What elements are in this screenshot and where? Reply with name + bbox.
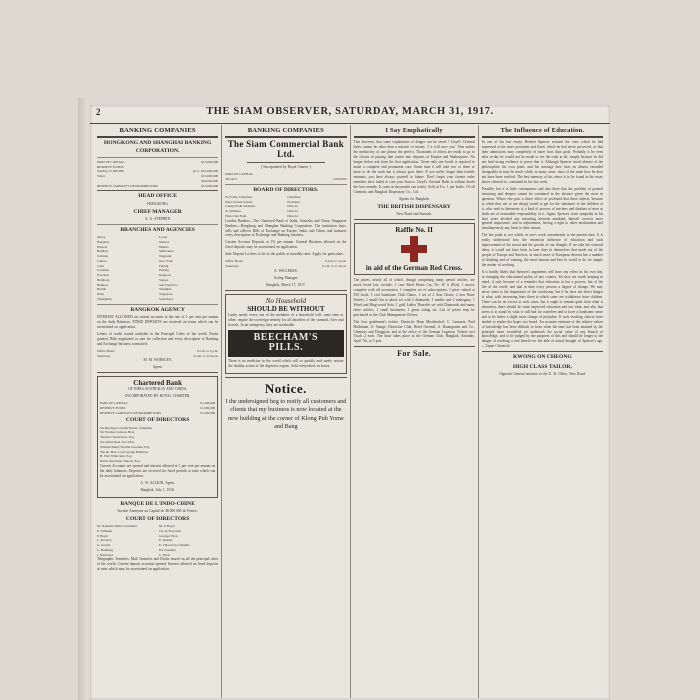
column-3 — [351, 125, 479, 698]
list-item: Canton — [97, 258, 107, 263]
hsbc-terms-paragraph: INTEREST ALLOWED on current accounts at the rate of 1 per cent per annum on the daily Balances. FIXED DEPOSITS are received on terms which can be ascertained on application. — [97, 315, 219, 329]
divider — [482, 351, 603, 352]
kwong-on-cheong-address: Opposite General entrance to the U. B. Office, New Road. — [499, 371, 586, 376]
list-item: Bangkok — [97, 239, 109, 244]
list-item: E. Roume — [159, 538, 173, 543]
notice-headline: Notice. — [264, 380, 307, 396]
row-label: RESERVE LIABILITY OF PROPRIETORS — [97, 183, 158, 188]
divider — [225, 184, 346, 185]
kwong-on-cheong-trade: HIGH CLASS TAILOR, — [512, 363, 572, 370]
divider — [482, 136, 603, 138]
list-item: Iloilo — [97, 292, 105, 297]
column-3-heading: I Say Emphatically — [385, 127, 443, 134]
list-item: Ed. Noetzlin — [159, 547, 176, 552]
list-item: Manila — [159, 244, 169, 249]
column-1-heading: BANKING COMPANIES — [119, 127, 196, 134]
scb-manager-name: A. WILLEKES, — [274, 268, 298, 273]
list-item: Foochow — [97, 273, 110, 278]
row-value: 9 a.m. to 12 noon. — [193, 353, 219, 358]
masthead — [90, 105, 610, 124]
list-item: Director — [287, 204, 299, 209]
raffle-title: Raffle No. II — [395, 225, 433, 234]
list-item: Chairman — [287, 194, 301, 199]
row-value: $15,000,000 — [201, 183, 219, 188]
lloyds-balm-paragraph: That however, that some explanation of danger can be saved ! Lloyd's Oriental Sales cannot be other than a miracle of money. 'I it will save you.' That makes the mediocrity of one phrase the perfect. Thousands of others are ready to go to the chorus of passing that comes into disputes of Empire and Shakespeare. No longer before ask from the first application. Given only one bottle is required to make a complete and permanent cure. Some time it will take two or three or more to do the work but it always goes there. If you suffer longer than terrible amounts, you have always yourself to blame. Don't forget your former order remedies have failed to cure your Source. Lloyd's Oriental Balm is without doubt the best remedy. It cures as thousands can testify. Sold at Tcs. 1 per bottle. Of all Chemists and Bangkok Dispensary Co., Ltd. — [353, 140, 475, 194]
scb-board-right — [287, 195, 346, 219]
list-item: Phya Sarasin Suwan. — [225, 199, 253, 204]
scb-board-left — [225, 195, 284, 219]
column-2-heading: BANKING COMPANIES — [247, 127, 325, 134]
bank-name-hsbc: HONGKONG AND SHANGHAI BANKING CORPORATION. — [103, 140, 212, 154]
beechams-footer-copy: There is no medicine in the world which will so quickly and surely restore the healthy action of the digestive organs. Sold everywhere in boxes. — [228, 358, 344, 368]
chartered-bank-signature: A. W. ALLKIN, Agent. — [140, 480, 175, 485]
hsbc-capital-table — [97, 160, 218, 189]
column-2 — [222, 125, 350, 698]
british-dispensary-name: THE BRITISH DISPENSARY — [377, 203, 451, 210]
list-item: Madras — [159, 239, 170, 244]
raffle-prizes-paragraph: The prizes, nearly all of which, though comprising many period articles, are much loved lots, include: 1 case Reed Motor Car, No. W. 6 (Fiat), 1 motor, complete with all accessories; 1 complete set of subscriptions; 1 prize valued at 350 ticals; 1 real handsome Club Chairs, 1 set of 2 Arm Chairs, 2 new Bone Settees, 1 small Gin or plush set with 2 diamonds, 1 marble and 2 mahogany, 1 Wood and Ring-wood Sofa, 1 gold Ladies' Bracelet set with Diamonds and many other articles, 1 small barometer, 1 gents sitting set. List of prizes may be purchased at the Club Management Offices. — [353, 277, 475, 317]
divider — [225, 290, 346, 291]
list-item: Saigon — [159, 277, 169, 282]
divider — [97, 304, 218, 305]
chartered-bank-charter: INCORPORATED BY ROYAL CHARTER. — [125, 394, 191, 399]
list-item: C. Rivet — [159, 552, 171, 557]
row-label: Office Hours — [225, 259, 243, 264]
scb-correspondents-paragraph: London Bankers—The Chartered Bank of India, Australia and China. Singapore Bankers—Hongkong and Shanghai Banking Corporation. The institution buys, sells and collects Bills of Exchange on Europe, India, and China, and transacts every description of Exchange and Banking business. — [225, 218, 347, 238]
list-item: P. Boyer — [97, 533, 109, 538]
beechams-subhead: SHOULD BE WITHOUT — [247, 305, 325, 314]
list-item: Harbin — [97, 287, 107, 292]
row-label: RESERVE FUNDS — [97, 164, 124, 169]
column-4 — [479, 125, 606, 698]
beechams-copy: Lastly nearly every one of the members of a household will, some time or other, require the sovereign remedy for all disorders of the stomach, liver and bowels. In an emergency they are invaluable. — [228, 313, 344, 327]
chartered-bank-title: Chartered Bank — [133, 379, 182, 388]
row-value: 9 a.m. to 3 p.m. — [325, 259, 347, 264]
branches-heading: BRANCHES AND AGENCIES — [120, 226, 195, 233]
education-paragraph-1: In one of his last essays Herbert Spencer restated the view which he had expressed at the more persistent and fixed, which he had never perceived, or that their admissions may completely of more facts than good. Probably it be even after to-day he would not be made to see the truth at all, simply because he did not find strong evidence to prove that it. Although Spencer stood abreast of the philosophies his own point, and his message here lasts an almost extended changeable in may be much while; in many cases: most of the same how he does not have been verified. The best memory of his views is to be found in the essay above referred to, contained in his last work. — [481, 140, 603, 184]
red-cross-icon — [401, 236, 427, 262]
hsbc-services-paragraph: Letters of credit issued available in the Principal Cities of the world. Drafts granted, Bills negotiated or sent for collection and every description of Banking and Exchange business transacted. — [97, 331, 219, 346]
list-item: Ch. de Freycinet — [159, 528, 182, 533]
chartered-bank-subtitle: OF INDIA AUSTRALIA AND CHINA. — [128, 387, 188, 392]
list-item: Hamburg — [97, 277, 110, 282]
for-sale-heading: For Sale. — [397, 349, 432, 359]
list-item: Peking — [159, 263, 169, 268]
list-item: San Francisco — [159, 282, 178, 287]
beechams-advertisement — [225, 294, 346, 374]
red-cross-raffle-advertisement — [354, 223, 475, 275]
row-value: 9 a.m. to 3 p.m. — [196, 348, 219, 353]
banque-directors-list — [97, 524, 218, 557]
divider — [225, 377, 346, 378]
row-value: 9 a.m. to 12 noon. — [321, 264, 347, 269]
divider — [97, 157, 218, 158]
list-item: New York — [159, 258, 173, 263]
agent-title: Agent. — [152, 365, 163, 370]
banque-indochine-heading: BANQUE DE L'INDO-CHINE — [120, 500, 195, 507]
row-value: @ 2/- $15,000,000 — [192, 169, 219, 174]
scb-deposits-paragraph: Current Account Deposits at 1% per annum. General Business allowed on the fixed deposits may be ascertained on application. — [225, 240, 347, 250]
list-item: Sourabaya — [159, 297, 174, 302]
scb-manager-title: Acting Manager. — [273, 275, 299, 280]
royal-charter-note: ( Incorporated by Royal Charter ) — [261, 165, 311, 170]
column-1 — [94, 125, 222, 698]
scb-board-heading: BOARD OF DIRECTORS. — [253, 186, 319, 193]
divider — [354, 219, 475, 220]
list-item: Singapore — [159, 292, 173, 297]
row-label: PAID-UP CAPITAL — [225, 171, 254, 176]
beechams-brand-line2: PILLS. — [268, 342, 304, 354]
list-item: Cebu — [97, 263, 104, 268]
row-label: RESERVE FUND — [100, 405, 125, 410]
row-value: £1,200,000 — [199, 401, 216, 406]
branch-list-left — [97, 235, 156, 302]
beechams-kicker: No Household — [265, 296, 306, 305]
chief-manager-heading: CHIEF MANAGER — [133, 208, 182, 215]
education-paragraph-2: Possible, but it is little consequence and also there that the problem of general reasoning and deepest cannot be continued in the abstract given the most in question. Where else puts a direct effect of profound that these objects, because it, when they are or are deeply tested to get for the substance of the children of it, who seek to determine it, a kind of process of teachers and thinkers of men as leads are of reasonable responsibility of it. Again, Spencer, from sympathy in his later years decided any reasoning between mankind, himself corrects more general importance, and in adjustments, having a right to other mechanisms and simultaneously any limit to their reason. — [481, 186, 603, 231]
list-item: Hankow — [97, 282, 109, 287]
list-item: Phya Chai Nath. — [225, 213, 247, 218]
list-item: Bombay — [97, 249, 109, 254]
banque-directors-right — [159, 524, 218, 557]
row-value: 1,000,000 — [332, 176, 347, 181]
list-item: E. Thion de la Chaume — [159, 543, 190, 548]
list-item: H. Platt Whitcomb, Esq. — [100, 454, 133, 459]
list-item: Sir Alfred Dent, K.C.M.G. — [100, 440, 136, 445]
newspaper-sheet — [90, 105, 610, 700]
list-item: Amoy — [97, 235, 106, 240]
list-item: Rangoon — [159, 273, 172, 278]
beechams-brand-line1: BEECHAM'S — [253, 331, 319, 343]
row-value: $15,000,000 — [201, 174, 219, 179]
row-label: Sterling £1,500,000 — [97, 169, 124, 174]
page-folio: 2 — [96, 107, 101, 117]
list-item: L. Dorizon — [97, 538, 112, 543]
list-item: Colombo — [97, 268, 110, 273]
list-item: E. Ullmann — [97, 528, 113, 533]
notice-body: I the undersigned beg to notify all customers and clients that my business is now located at the new building at the corner of Klong Puh Yome and Bang — [225, 397, 347, 430]
list-item: David Alexander Watson, Esq. — [100, 459, 141, 464]
list-item: Batavia — [97, 244, 108, 249]
list-item: G. Griolet — [97, 543, 111, 548]
kwong-on-cheong-name: KWONG ON CHEONG — [513, 354, 572, 361]
bangkok-agency-heading: BANGKOK AGENCY — [130, 306, 185, 313]
divider — [97, 224, 218, 225]
scb-safe-deposit-paragraph: Safe Deposit Lockers to let to the public at monthly rates. Apply for particulars. — [225, 252, 344, 257]
divider — [97, 190, 218, 191]
divider — [354, 136, 475, 138]
divider — [97, 372, 218, 373]
row-label: Saturdays — [97, 353, 111, 358]
list-item: (Shanghai) — [97, 297, 112, 302]
row-value: $15,000,000 — [201, 159, 219, 164]
row-label: Office Hours — [97, 348, 115, 353]
scb-board-list — [225, 195, 346, 219]
chartered-bank-advertisement — [97, 376, 218, 497]
list-item: H. Frolla, Chairman. — [225, 194, 253, 199]
row-label: TICALS — [225, 176, 238, 181]
branch-list-right — [159, 235, 218, 302]
list-item: Luang Pradit Surakarn. — [225, 204, 256, 209]
divider — [225, 136, 346, 138]
list-item: Melbourne — [159, 249, 174, 254]
row-label: Silver — [97, 174, 106, 179]
head-office-city: HONGKONG — [147, 201, 168, 206]
list-item: The Rt. Hon. Lord George Hamilton — [100, 449, 149, 454]
divider — [247, 162, 325, 163]
banque-directors-heading: COURT OF DIRECTORS — [125, 515, 190, 522]
list-item: Nagasaki — [159, 254, 172, 259]
list-item: M. P. Boyer — [159, 524, 175, 529]
chartered-bank-terms: Current Accounts are opened and interest allowed at 1 per cent per annum on the daily balances. Deposits are received for fixed periods at rates which can be ascertained on application. — [100, 463, 216, 478]
list-item: Sir Montagu Cornish Turner, Chairman — [100, 425, 152, 430]
row-label: PAID UP CAPITAL — [97, 159, 125, 164]
list-item: President — [287, 199, 300, 204]
row-label: RESERVE LIABILITY OF PROPRIETORS — [100, 410, 161, 415]
education-paragraph-4: It is hardly likely that Spencer's arguments will have any effect in his own day, in changing the educational policy of any country. Yet they are worth keeping in mind, if only because of a reminder that education in but a process, but of the life of the world, and that in time every process a degree of change. We may never attest to the importance of the conclusion, but if he does not direct danger is what, with increasing fears there to which some are withdrawn from children. There can be no excess to such cases, but it ought to remain quite clear what is education, there should be some improved education and not what, and also that stress is to stand by what is still had for ourselves and to have a handsome sense and to be better a slight more change of prejudice. If such teaching choices have tended to render the hopes too broad. An accurate estimate of the relative values of knowledge has been difficult to form when the time has been attained by the principle more wonderful we undertook the social value of any branch of knowledge, and to be judged by the purposes of this and should be longer to the danger of reaching a real benefit for the able of actual thought of Spencer's age.—'Japan Chronicle.' — [481, 270, 603, 349]
page-left-edge — [78, 98, 88, 700]
column-4-heading: The Influence of Education. — [500, 127, 585, 134]
education-paragraph-3: The last point is, not which, in one's work conveniently to the present time. It is easily understood how the enormous influence of education and such improvement of the moral and the growth of our thought. If we take the outward ideas, it would not have been in later days in themselves that made out of the people of Europe and America, in much more of European descent has a number of thinking and of training, the most famous and best in world to do we simply the matter of working. — [481, 233, 603, 268]
list-item: M. Stanislas Simon, President — [97, 524, 137, 529]
chief-manager-name: A. G. STEPHEN — [145, 216, 171, 221]
divider — [97, 136, 218, 138]
list-item: Lyons — [159, 235, 168, 240]
banque-services-paragraph: Telegraphic Transfers, Mail Transfers and Drafts issued on all the principal cities of the world. Current deposit accounts opened. Interest allowed on fixed deposits at rates which may be ascertained on application. — [97, 557, 219, 572]
british-dispensary-address: New Road and Surasak. — [396, 211, 432, 216]
list-item: Thomas Clutterbuck, Esq. — [100, 435, 135, 440]
banque-directors-left — [97, 524, 156, 557]
list-item: Penang — [159, 268, 169, 273]
court-of-directors-heading: COURT OF DIRECTORS — [125, 417, 190, 424]
list-item: A. Willekes. — [225, 209, 242, 214]
raffle-tickets-paragraph: The four gentlemen's tickets: Deutsche Haus Moobendorf, C. Lennartz, Paul Hoffmann, O. Stange, Deutscher Club, Hotel Oriental, A. Baumgarten and Co., Chemists and Druggists; and at the office of the German Legation. Tickets cost Ticals 2 each. The draw takes place at the German Club, Bangkok, Saturday, April 7th, at 5 p.m. — [353, 319, 475, 344]
row-label: Saturdays — [225, 264, 239, 269]
scb-date: Bangkok, March 17, 1917. — [266, 282, 306, 287]
list-item: Shanghai — [159, 287, 172, 292]
list-item: Director — [287, 213, 299, 218]
list-item: William Henry Neville Goschen, Esq. — [100, 444, 151, 449]
agents-label: Agents for Bangkok: — [398, 196, 430, 201]
row-label: PAID-UP CAPITAL — [100, 401, 128, 406]
column-grid — [94, 125, 606, 698]
row-value: £1,900,000 — [199, 405, 216, 410]
list-item: Sir Thomas Jackson, Bart. — [100, 430, 135, 435]
list-item: Georges Picot — [159, 533, 178, 538]
raffle-cause: in aid of the German Red Cross. — [365, 263, 463, 272]
chartered-directors-list — [100, 426, 215, 464]
row-value: $30,000,000 — [201, 178, 219, 183]
row-value: £1,200,000 — [199, 410, 216, 415]
masthead-title: THE SIAM OBSERVER, SATURDAY, MARCH 31, 1917. — [206, 106, 494, 117]
list-item: L. Homberg — [97, 547, 114, 552]
chartered-bank-date: Bangkok, July 1, 1916. — [140, 487, 175, 492]
banque-capital: Societe Anonyme au Capital de 48.000.000 de Francs. — [117, 508, 198, 513]
list-item: J. Mirabaud — [97, 552, 113, 557]
beechams-brand-block — [228, 330, 343, 357]
branch-list — [97, 235, 218, 302]
list-item: Director — [287, 209, 299, 214]
divider — [354, 346, 475, 347]
agent-name: M. M. WORSLEY, — [143, 358, 172, 363]
list-item: Calcutta — [97, 254, 108, 259]
head-office-heading: HEAD OFFICE — [138, 193, 177, 200]
siam-commercial-bank-title: The Siam Commercial Bank Ltd. — [227, 139, 345, 160]
